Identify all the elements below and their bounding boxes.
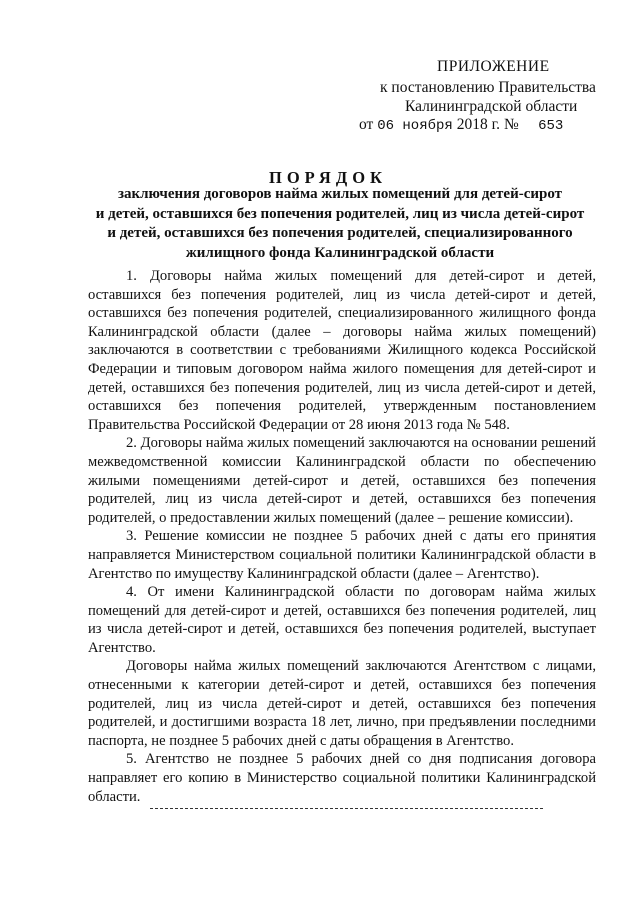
paragraph-4: 4. От имени Калининградской области по договорам найма жилых помещений для детей-сирот и детей, оставшихся без попечения родителей, лиц из числа детей-сирот и детей, оставшихся без попечения родителей, выступает Агентство. [88, 584, 596, 656]
subtitle-line: и детей, оставшихся без попечения родителей, лиц из числа детей-сирот [95, 205, 585, 222]
document-subtitle [80, 185, 600, 263]
appendix-government-line: Калининградской области [405, 98, 578, 115]
subtitle-line: жилищного фонда Калининградской области [185, 244, 495, 261]
appendix-date-line [359, 115, 563, 136]
paragraph-2: 2. Договоры найма жилых помещений заключаются на основании решений межведомственной комиссии Калининградской области по обеспечению жилыми помещениями детей-сирот и детей, оставшихся без попечения родителей, лиц из числа детей-сирот и детей, оставшихся без попечения родителей, о предоставлении жилых помещений (далее – решение комиссии). [88, 435, 596, 526]
appendix-resolution-line: к постановлению Правительства [380, 79, 596, 96]
document-title: ПОРЯДОК [269, 168, 387, 187]
end-divider [150, 808, 543, 809]
date-prefix: от [359, 116, 374, 133]
date-day-month: 06 ноября [377, 118, 453, 134]
document-body [88, 267, 596, 806]
date-year: 2018 г. [456, 116, 501, 133]
subtitle-line: и детей, оставшихся без попечения родителей, специализированного [107, 225, 573, 241]
appendix-title: ПРИЛОЖЕНИЕ [437, 58, 550, 75]
paragraph-3: 3. Решение комиссии не позднее 5 рабочих дней с даты его принятия направляется Министерством социальной политики Калининградской области в Агентство по имуществу Калининградской области (далее – Агентство). [88, 528, 596, 582]
paragraph-1: 1. Договоры найма жилых помещений для детей-сирот и детей, оставшихся без попечения родителей, лиц из числа детей-сирот и детей, оставшихся без попечения родителей, специализированного жилищного фонда Калининградской области (далее – договоры найма жилых помещений) заключаются в соответствии с требованиями Жилищного кодекса Российской Федерации и типовым договором найма жилого помещения для детей-сирот и детей, оставшихся без попечения родителей, лиц из числа детей-сирот и детей, оставшихся без попечения родителей, утвержденным постановлением Правительства Российской Федерации от 28 июня 2013 года № 548. [88, 268, 596, 433]
resolution-number: 653 [538, 118, 564, 134]
subtitle-line: заключения договоров найма жилых помещений для детей-сирот [117, 186, 563, 202]
number-sign: № [503, 116, 519, 133]
paragraph-5: 5. Агентство не позднее 5 рабочих дней со дня подписания договора направляет его копию в Министерство социальной политики Калининградской области. [88, 751, 596, 805]
paragraph-4-continued: Договоры найма жилых помещений заключаются Агентством с лицами, отнесенными к категории детей-сирот и детей, оставшихся без попечения родителей, лиц из числа детей-сирот и детей, оставшихся без попечения родителей, и достигшими возраста 18 лет, лично, при предъявлении последними паспорта, не позднее 5 рабочих дней с даты обращения в Агентство. [88, 658, 596, 749]
